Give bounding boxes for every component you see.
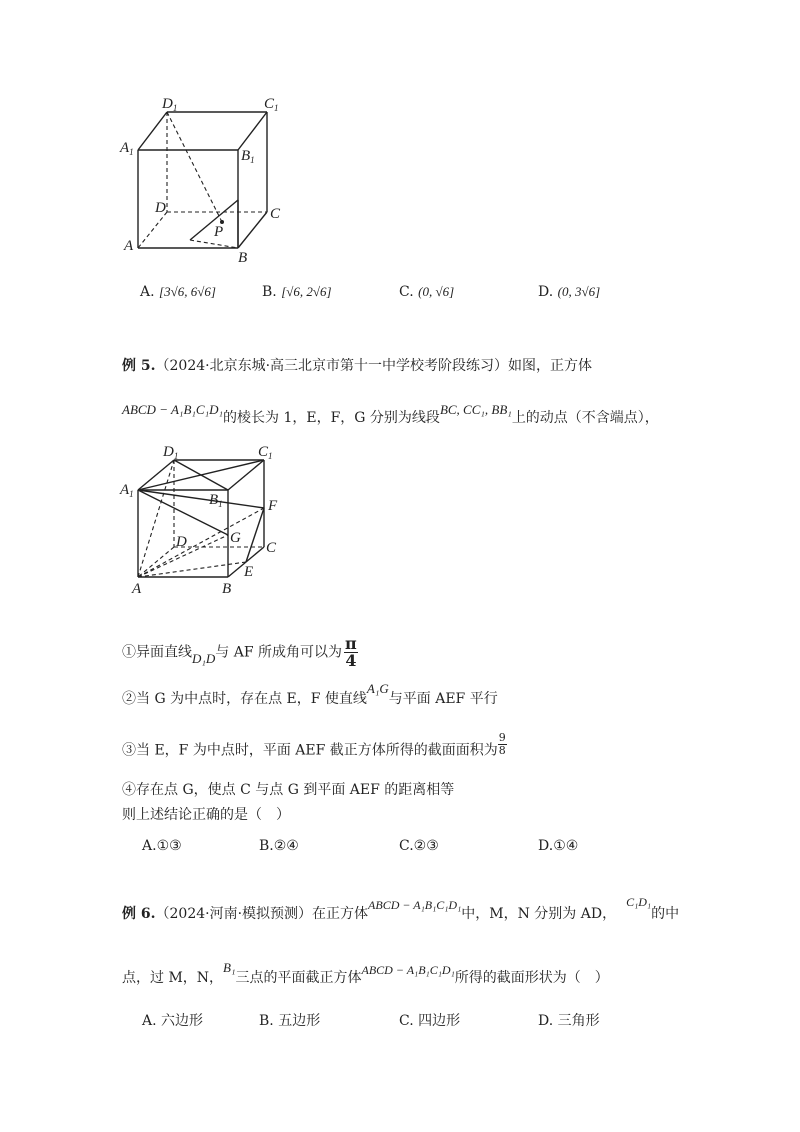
label-c: C bbox=[270, 206, 281, 222]
q4-option-c: C. (0, √6] bbox=[399, 284, 455, 300]
q6-option-d: D. 三角形 bbox=[538, 1013, 600, 1029]
q6-line1: 例 6.（2024·河南·模拟预测）在正方体ABCD − A₁B₁C₁D₁中，M，N 分别为 AD，C₁D₁的中 bbox=[122, 895, 680, 922]
q5-line1 bbox=[122, 357, 592, 375]
label2-b: B bbox=[222, 581, 232, 597]
label2-f: F bbox=[268, 498, 278, 514]
label2-c1: $C_1$ bbox=[258, 444, 273, 461]
label2-d: D bbox=[176, 534, 187, 550]
label-d: D bbox=[155, 200, 166, 216]
q4-option-d: D. (0, 3√6] bbox=[538, 284, 601, 300]
label-a: A bbox=[124, 238, 134, 254]
label-b: B bbox=[238, 250, 248, 265]
label2-c: C bbox=[266, 540, 277, 556]
label2-a1: $A_1$ bbox=[120, 482, 134, 499]
label-a1: $A_1$ bbox=[120, 140, 134, 157]
q4-option-b: B. [√6, 2√6] bbox=[262, 284, 332, 300]
label-p: P bbox=[214, 224, 224, 240]
q5-statement-4: ④存在点 G，使点 C 与点 G 到平面 AEF 的距离相等 bbox=[122, 782, 455, 798]
q5-option-a: A.①③ bbox=[142, 838, 182, 854]
q5-option-b: B.②④ bbox=[259, 838, 299, 854]
cube-figure-2 bbox=[118, 440, 298, 598]
q6-line2: 点，过 M，N，B₁三点的平面截正方体ABCD − A₁B₁C₁D₁所得的截面形状为（ ） bbox=[122, 960, 609, 986]
q5-label: 例 5. bbox=[122, 358, 156, 374]
q5-segments: BC, CC₁, BB₁ bbox=[439, 402, 512, 417]
label-c1: $C_1$ bbox=[264, 96, 279, 113]
q5-option-d: D.①④ bbox=[538, 838, 579, 854]
q5-statement-1: ①异面直线D₁D与 AF 所成角可以为 $\frac{\pi}{4}$ bbox=[122, 634, 357, 670]
q5-option-c: C.②③ bbox=[399, 838, 439, 854]
cube-figure-1 bbox=[110, 90, 300, 265]
label-d1: $D_1$ bbox=[162, 96, 178, 113]
label2-a: A bbox=[132, 581, 142, 597]
q6-option-a: A. 六边形 bbox=[142, 1013, 204, 1029]
q5-cube-name: ABCD − A₁B₁C₁D₁ bbox=[122, 402, 223, 417]
q5-statement-2: ②当 G 为中点时，存在点 E，F 使直线A₁G与平面 AEF 平行 bbox=[122, 681, 498, 707]
q6-label: 例 6. bbox=[122, 906, 156, 922]
q5-question: 则上述结论正确的是（ ） bbox=[122, 807, 290, 823]
q6-option-b: B. 五边形 bbox=[259, 1013, 321, 1029]
q5-line2: ABCD − A₁B₁C₁D₁的棱长为 1，E，F，G 分别为线段BC, CC₁, BB₁上的动点（不含端点）， bbox=[122, 402, 659, 426]
label2-b1: $B_1$ bbox=[209, 492, 223, 509]
q5-statement-3: ③当 E，F 为中点时，平面 AEF 截正方体所得的截面面积为 $\frac{9}{8}$ bbox=[122, 731, 506, 759]
label2-d1: $D_1$ bbox=[163, 444, 179, 461]
q6-option-c: C. 四边形 bbox=[399, 1013, 461, 1029]
label2-e: E bbox=[244, 564, 254, 580]
q5-source: （2024·北京东城·高三北京市第十一中学校考阶段练习）如图，正方体 bbox=[155, 358, 593, 374]
q4-option-a: A. [3√6, 6√6] bbox=[140, 284, 216, 300]
label2-g: G bbox=[230, 530, 241, 546]
label-b1: $B_1$ bbox=[241, 148, 255, 165]
